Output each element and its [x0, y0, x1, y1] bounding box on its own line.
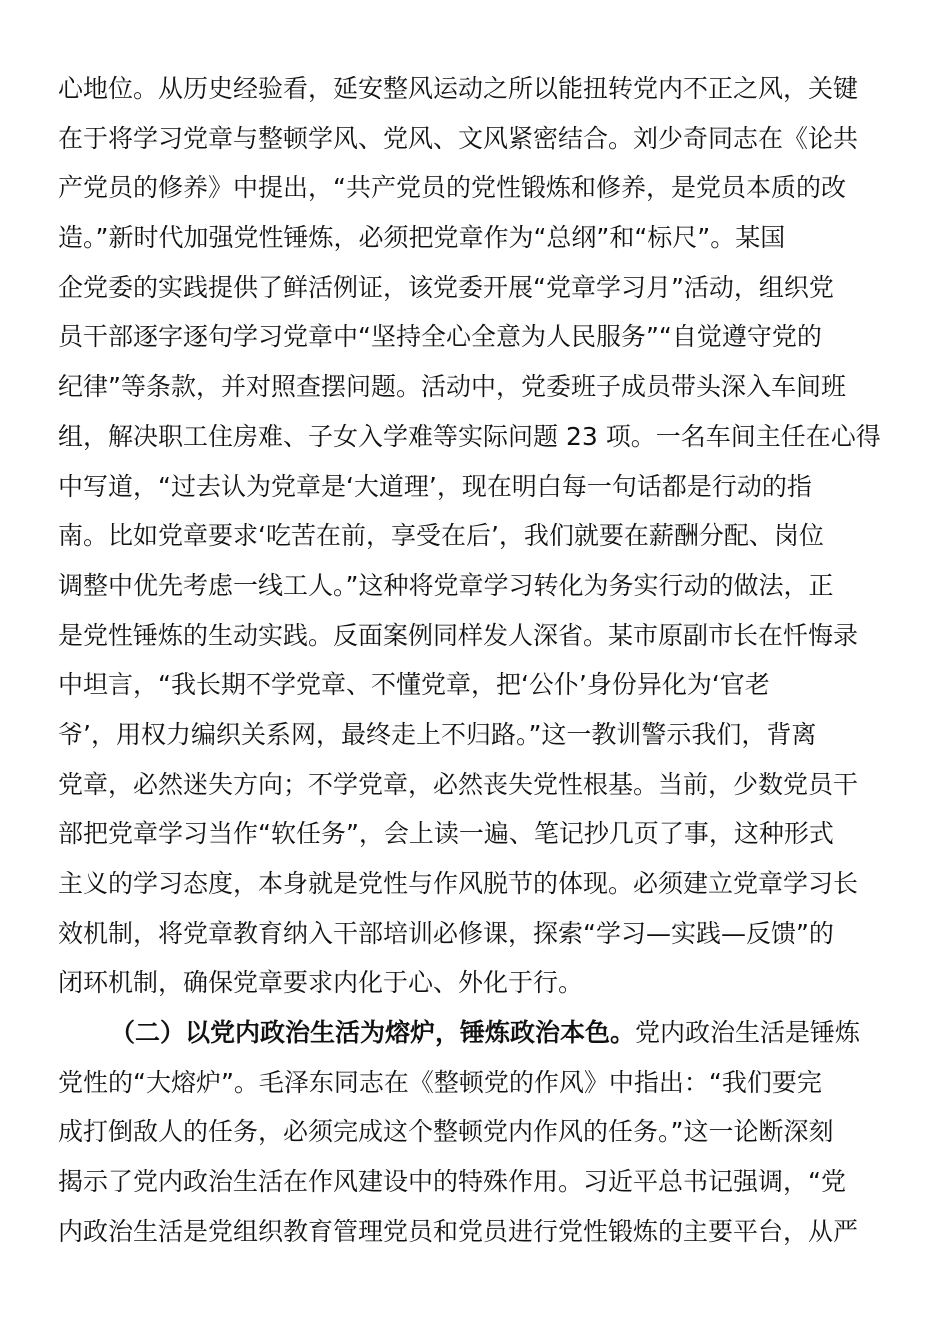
text-line: 心地位。从历史经验看，延安整风运动之所以能扭转党内不正之风，关键	[58, 74, 859, 103]
text-line: 组，解决职工住房难、子女入学难等实际问题 23 项。一名车间主任在心得	[58, 421, 881, 451]
heading-line-text: 党内政治生活是锤炼	[635, 1018, 861, 1048]
text-line: 成打倒敌人的任务，必须完成这个整顿党内作风的任务。”这一论断深刻	[58, 1117, 834, 1147]
text-line: 是党性锤炼的生动实践。反面案例同样发人深省。某市原副市长在忏悔录	[58, 620, 859, 650]
text-line: 党章，必然迷失方向；不学党章，必然丧失党性根基。当前，少数党员干	[58, 769, 859, 799]
text-line: 造。”新时代加强党性锤炼，必须把党章作为“总纲”和“标尺”。某国	[58, 223, 786, 253]
paragraph-political-life	[58, 1008, 884, 1256]
document-page	[58, 64, 884, 1257]
text-line: 爷’，用权力编织关系网，最终走上不归路。”这一教训警示我们，背离	[58, 719, 817, 749]
text-line: 揭示了党内政治生活在作风建设中的特殊作用。习近平总书记强调，“党	[58, 1167, 846, 1197]
text-line: 纪律”等条款，并对照查摆问题。活动中，党委班子成员带头深入车间班	[58, 372, 846, 402]
paragraph-party-constitution-study	[58, 64, 884, 1008]
text-line: 闭环机制，确保党章要求内化于心、外化于行。	[58, 968, 584, 998]
text-line: 效机制，将党章教育纳入干部培训必修课，探索“学习—实践—反馈”的	[58, 918, 834, 948]
text-line: 企党委的实践提供了鲜活例证，该党委开展“党章学习月”活动，组织党	[58, 272, 834, 302]
text-line: 主义的学习态度，本身就是党性与作风脱节的体现。必须建立党章学习长	[58, 869, 859, 898]
section-heading-line	[58, 1008, 884, 1058]
text-line: 在于将学习党章与整顿学风、党风、文风紧密结合。刘少奇同志在《论共	[58, 123, 859, 153]
text-line: 员干部逐字逐句学习党章中“坚持全心全意为人民服务”“自觉遵守党的	[58, 322, 822, 352]
section-heading: （二）以党内政治生活为熔炉，锤炼政治本色。	[110, 1018, 636, 1048]
text-line: 产党员的修养》中提出，“共产党员的党性锻炼和修养，是党员本质的改	[58, 173, 846, 203]
text-line: 调整中优先考虑一线工人。”这种将党章学习转化为务实行动的做法，正	[58, 570, 834, 600]
text-line: 中写道，“过去认为党章是‘大道理’，现在明白每一句话都是行动的指	[58, 471, 812, 501]
text-line: 南。比如党章要求‘吃苦在前，享受在后’，我们就要在薪酬分配、岗位	[58, 521, 824, 551]
text-line: 中坦言，“我长期不学党章、不懂党章，把‘公仆’身份异化为‘官老	[58, 670, 770, 700]
text-line: 内政治生活是党组织教育管理党员和党员进行党性锻炼的主要平台，从严	[58, 1216, 859, 1246]
text-line: 党性的“大熔炉”。毛泽东同志在《整顿党的作风》中指出：“我们要完	[58, 1067, 822, 1097]
text-line: 部把党章学习当作“软任务”，会上读一遍、笔记抄几页了事，这种形式	[58, 819, 834, 849]
